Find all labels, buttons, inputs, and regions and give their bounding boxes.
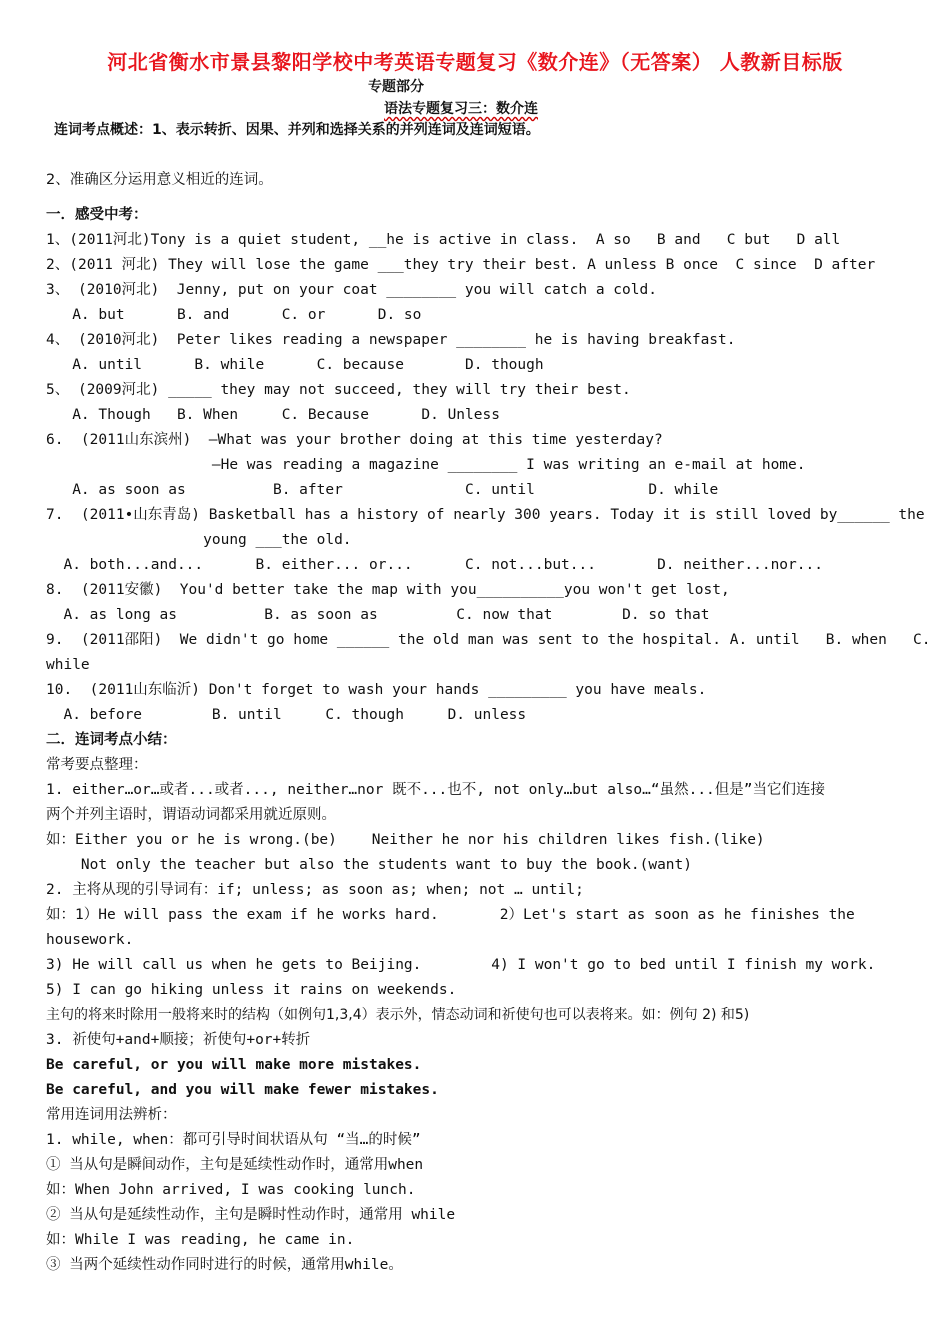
- text-line: 常用连词用法辨析：: [46, 1107, 177, 1123]
- rule-1: 1. either…or…或者...或者..., neither…nor 既不...也不, not only…but also…“虽然...但是”当它们连接: [46, 782, 826, 798]
- question-6: 6. (2011山东滨州) –What was your brother doing at this time yesterday?: [46, 432, 663, 448]
- example-line: 如：1）He will pass the exam if he works hard. 2）Let's start as soon as he finishes the: [46, 907, 855, 923]
- usage-point: ① 当从句是瞬间动作，主句是延续性动作时，通常用when: [46, 1157, 424, 1173]
- section-heading-1: 一．感受中考：: [46, 207, 148, 223]
- usage-1: 1. while, when：都可引导时间状语从句 “当…的时候”: [46, 1132, 421, 1148]
- usage-point: ② 当从句是延续性动作，主句是瞬时性动作时，通常用 while: [46, 1207, 456, 1223]
- overview-line: 连词考点概述：1、表示转折、因果、并列和选择关系的并列连词及连词短语。: [54, 122, 540, 138]
- example-line: housework.: [46, 932, 134, 948]
- question-6-options: A. as soon as B. after C. until D. while: [46, 482, 719, 498]
- example-bold: Be careful, and you will make fewer mistakes.: [46, 1082, 439, 1098]
- question-7-options: A. both...and... B. either... or... C. not...but... D. neither...nor...: [46, 557, 823, 573]
- question-10: 10. (2011山东临沂) Don't forget to wash your hands _________ you have meals.: [46, 682, 707, 698]
- example-bold: Be careful, or you will make more mistakes.: [46, 1057, 422, 1073]
- text-line: 2、准确区分运用意义相近的连词。: [46, 172, 273, 188]
- question-2: 2、(2011 河北) They will lose the game ___they try their best. A unless B once C since D after: [46, 257, 876, 273]
- example-line: 如：When John arrived, I was cooking lunch.: [46, 1182, 416, 1198]
- question-5-options: A. Though B. When C. Because D. Unless: [46, 407, 500, 423]
- question-5: 5、 (2009河北) _____ they may not succeed, they will try their best.: [46, 382, 631, 398]
- question-1: 1、(2011河北)Tony is a quiet student, __he is active in class. A so B and C but D all: [46, 232, 841, 248]
- question-7-line2: young ___the old.: [46, 532, 352, 548]
- usage-point: ③ 当两个延续性动作同时进行的时候，通常用while。: [46, 1257, 403, 1273]
- question-7: 7. (2011•山东青岛) Basketball has a history of nearly 300 years. Today it is still loved by______ the: [46, 507, 925, 523]
- example-line: Not only the teacher but also the students want to buy the book.(want): [46, 857, 693, 873]
- example-line: 如：Either you or he is wrong.(be) Neither he nor his children likes fish.(like): [46, 832, 765, 848]
- question-9-line2: while: [46, 657, 90, 673]
- question-6-line2: –He was reading a magazine ________ I was writing an e-mail at home.: [46, 457, 806, 473]
- question-8-options: A. as long as B. as soon as C. now that D. so that: [46, 607, 710, 623]
- rule-3: 3. 祈使句+and+顺接；祈使句+or+转折: [46, 1032, 311, 1048]
- topic-heading: 语法专题复习三：数介连: [384, 101, 538, 117]
- document-title: 河北省衡水市景县黎阳学校中考英语专题复习《数介连》（无答案） 人教新目标版: [107, 50, 843, 74]
- question-4-options: A. until B. while C. because D. though: [46, 357, 544, 373]
- question-4: 4、 (2010河北) Peter likes reading a newspaper ________ he is having breakfast.: [46, 332, 736, 348]
- example-line: 5) I can go hiking unless it rains on weekends.: [46, 982, 457, 998]
- question-9: 9. (2011邵阳) We didn't go home ______ the old man was sent to the hospital. A. until B. when C.: [46, 632, 931, 648]
- section-label: 专题部分: [368, 79, 424, 95]
- question-8: 8. (2011安徽) You'd better take the map with you__________you won't get lost,: [46, 582, 730, 598]
- text-line: 常考要点整理：: [46, 757, 148, 773]
- rule-2: 2. 主将从现的引导词有：if; unless; as soon as; when; not … until;: [46, 882, 584, 898]
- section-heading-2: 二．连词考点小结：: [46, 732, 177, 748]
- question-3: 3、 (2010河北) Jenny, put on your coat ________ you will catch a cold.: [46, 282, 657, 298]
- text-line: 主句的将来时除用一般将来时的结构（如例句1,3,4）表示外，情态动词和祈使句也可以表将来。如：例句 2) 和5): [46, 1007, 750, 1023]
- question-3-options: A. but B. and C. or D. so: [46, 307, 422, 323]
- rule-1-line2: 两个并列主语时，谓语动词都采用就近原则。: [46, 807, 336, 823]
- example-line: 3) He will call us when he gets to Beijing. 4) I won't go to bed until I finish my work.: [46, 957, 876, 973]
- question-10-options: A. before B. until C. though D. unless: [46, 707, 527, 723]
- example-line: 如：While I was reading, he came in.: [46, 1232, 355, 1248]
